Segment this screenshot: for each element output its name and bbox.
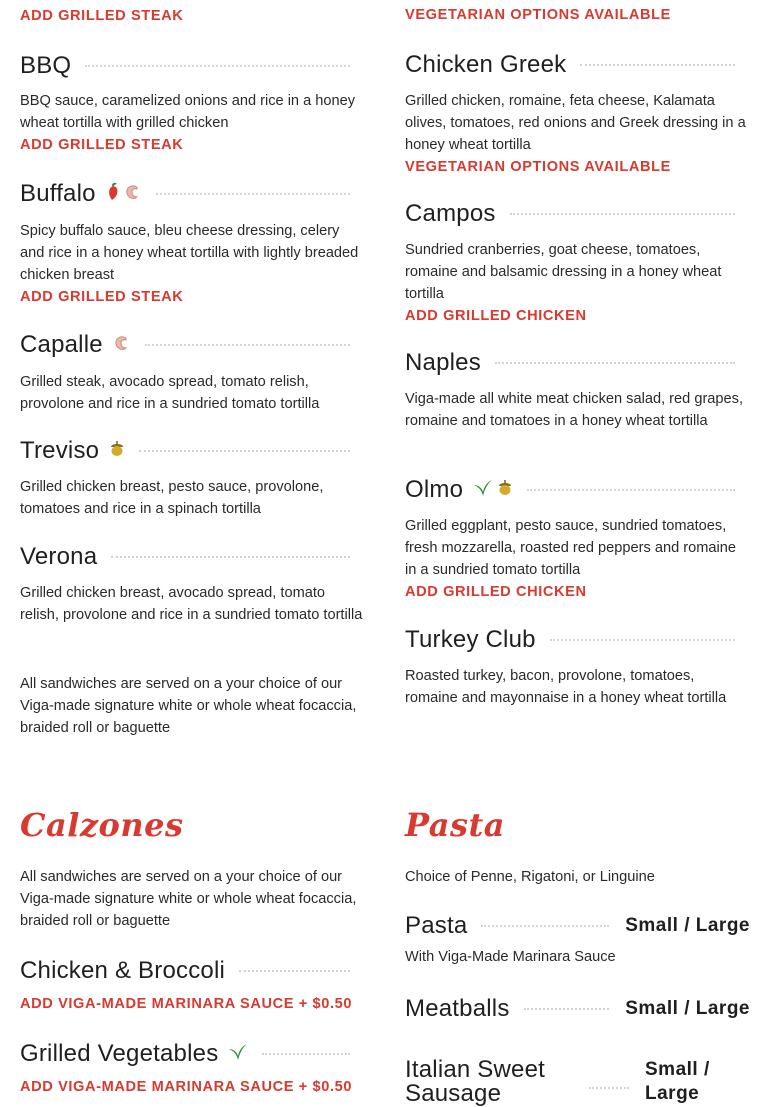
menu-item-grilled-vegetables: [20, 1040, 365, 1098]
menu-item-italian-sweet-sausage: [405, 1058, 750, 1106]
dotted-leader: [495, 362, 735, 364]
item-name: Capalle: [20, 331, 103, 358]
dotted-leader: [262, 1053, 350, 1055]
pasta-section: [405, 806, 750, 1107]
pasta-note: Choice of Penne, Rigatoni, or Linguine: [405, 869, 655, 885]
item-description: Grilled eggplant, pesto sauce, sundried tomatoes, fresh mozzarella, roasted red peppers and romaine in a sundried tomato tortilla: [405, 518, 736, 578]
dotted-leader: [85, 65, 350, 67]
item-addon: VEGETARIAN OPTIONS AVAILABLE: [405, 159, 671, 175]
item-description: Spicy buffalo sauce, bleu cheese dressing, celery and rice in a honey wheat tortilla with lightly breaded chicken breast: [20, 223, 359, 283]
item-addon: ADD VIGA-MADE MARINARA SAUCE + $0.50: [20, 996, 353, 1012]
item-description: BBQ sauce, caramelized onions and rice in a honey wheat tortilla with grilled chicken: [20, 93, 356, 131]
menu-item-turkey-club: [405, 626, 750, 709]
item-name: Treviso: [20, 437, 100, 464]
item-description: Sundried cranberries, goat cheese, tomatoes, romaine and balsamic dressing in a honey wheat tortilla: [405, 242, 722, 302]
menu-item-verona: [20, 543, 365, 626]
dotted-leader: [111, 556, 350, 558]
item-name: Grilled Vegetables: [20, 1040, 219, 1067]
dotted-leader: [156, 193, 350, 195]
dotted-leader: [239, 970, 350, 972]
calzones-note: All sandwiches are served on a your choice of our Viga-made signature white or whole wheat focaccia, braided roll or baguette: [20, 869, 357, 929]
menu-item-chicken-broccoli: [20, 957, 365, 1015]
item-name: Pasta: [405, 912, 468, 939]
shrimp-icon: [124, 183, 142, 206]
item-name: Campos: [405, 200, 496, 227]
menu-item-buffalo: [20, 180, 365, 308]
menu-item-treviso: [20, 437, 365, 520]
vegetarian-sprout-icon: [228, 1043, 248, 1066]
dotted-leader: [589, 1087, 629, 1089]
dotted-leader: [145, 344, 350, 346]
top-addon-left: ADD GRILLED STEAK: [20, 8, 184, 24]
right-column: [405, 0, 750, 760]
dotted-leader: [510, 213, 735, 215]
item-name: BBQ: [20, 52, 72, 79]
item-icons: [113, 334, 131, 357]
dotted-leader: [527, 489, 735, 491]
dotted-leader: [481, 925, 609, 927]
nut-icon: [497, 479, 513, 501]
calzones-section: [20, 806, 365, 1094]
spicy-pepper-icon: [106, 183, 120, 206]
top-addon-right: VEGETARIAN OPTIONS AVAILABLE: [405, 7, 671, 23]
item-description: Grilled chicken breast, pesto sauce, provolone, tomatoes and rice in a spinach tortilla: [20, 479, 324, 517]
item-icons: [109, 440, 125, 462]
section-title: Pasta: [405, 806, 505, 844]
menu-item-meatballs: [405, 995, 750, 1023]
item-addon: ADD GRILLED CHICKEN: [405, 584, 587, 600]
item-description: Viga-made all white meat chicken salad, red grapes, romaine and tomatoes in a honey wheat tortilla: [405, 391, 744, 429]
item-name: Italian Sweet Sausage: [405, 1056, 546, 1107]
item-name: Turkey Club: [405, 626, 536, 653]
dotted-leader: [139, 450, 350, 452]
item-description: Grilled chicken breast, avocado spread, tomato relish, provolone and rice in a sundried tomato tortilla: [20, 585, 363, 623]
item-name: Naples: [405, 349, 481, 376]
item-addon: ADD GRILLED STEAK: [20, 289, 184, 305]
item-price: Small / Large: [625, 915, 750, 936]
vegetarian-sprout-icon: [473, 479, 493, 502]
item-description: With Viga-Made Marinara Sauce: [405, 949, 616, 965]
item-description: Grilled chicken, romaine, feta cheese, Kalamata olives, tomatoes, red onions and Greek dressing in a honey wheat tortilla: [405, 93, 746, 153]
sandwich-note: All sandwiches are served on a your choice of our Viga-made signature white or whole wheat focaccia, braided roll or baguette: [20, 676, 357, 736]
menu-item-pasta: [405, 912, 750, 968]
item-addon: ADD GRILLED STEAK: [20, 137, 184, 153]
item-icons: [228, 1043, 248, 1066]
menu-item-naples: [405, 349, 750, 432]
dotted-leader: [524, 1008, 610, 1010]
item-description: Grilled steak, avocado spread, tomato relish, provolone and rice in a sundried tomato tortilla: [20, 374, 320, 412]
item-price: Small / Large: [645, 1059, 710, 1104]
item-price: Small / Large: [625, 998, 750, 1019]
item-name: Chicken & Broccoli: [20, 957, 226, 984]
dotted-leader: [550, 639, 735, 641]
item-name: Verona: [20, 543, 98, 570]
dotted-leader: [580, 64, 735, 66]
menu-item-olmo: [405, 476, 750, 603]
item-addon: ADD GRILLED CHICKEN: [405, 308, 587, 324]
item-name: Chicken Greek: [405, 51, 567, 78]
item-icons: [106, 183, 142, 206]
item-name: Meatballs: [405, 995, 510, 1022]
menu-item-bbq: [20, 52, 365, 156]
section-title: Calzones: [20, 806, 184, 844]
item-description: Roasted turkey, bacon, provolone, tomatoes, romaine and mayonnaise in a honey wheat tortilla: [405, 668, 727, 706]
menu-item-capalle: [20, 331, 365, 415]
menu-item-campos: [405, 200, 750, 327]
shrimp-icon: [113, 334, 131, 357]
item-name: Olmo: [405, 476, 464, 503]
item-addon: ADD VIGA-MADE MARINARA SAUCE + $0.50: [20, 1079, 353, 1095]
item-icons: [473, 479, 513, 502]
nut-icon: [109, 440, 125, 462]
item-name: Buffalo: [20, 180, 96, 207]
left-column: [20, 0, 365, 760]
menu-item-chicken-greek: [405, 51, 750, 178]
